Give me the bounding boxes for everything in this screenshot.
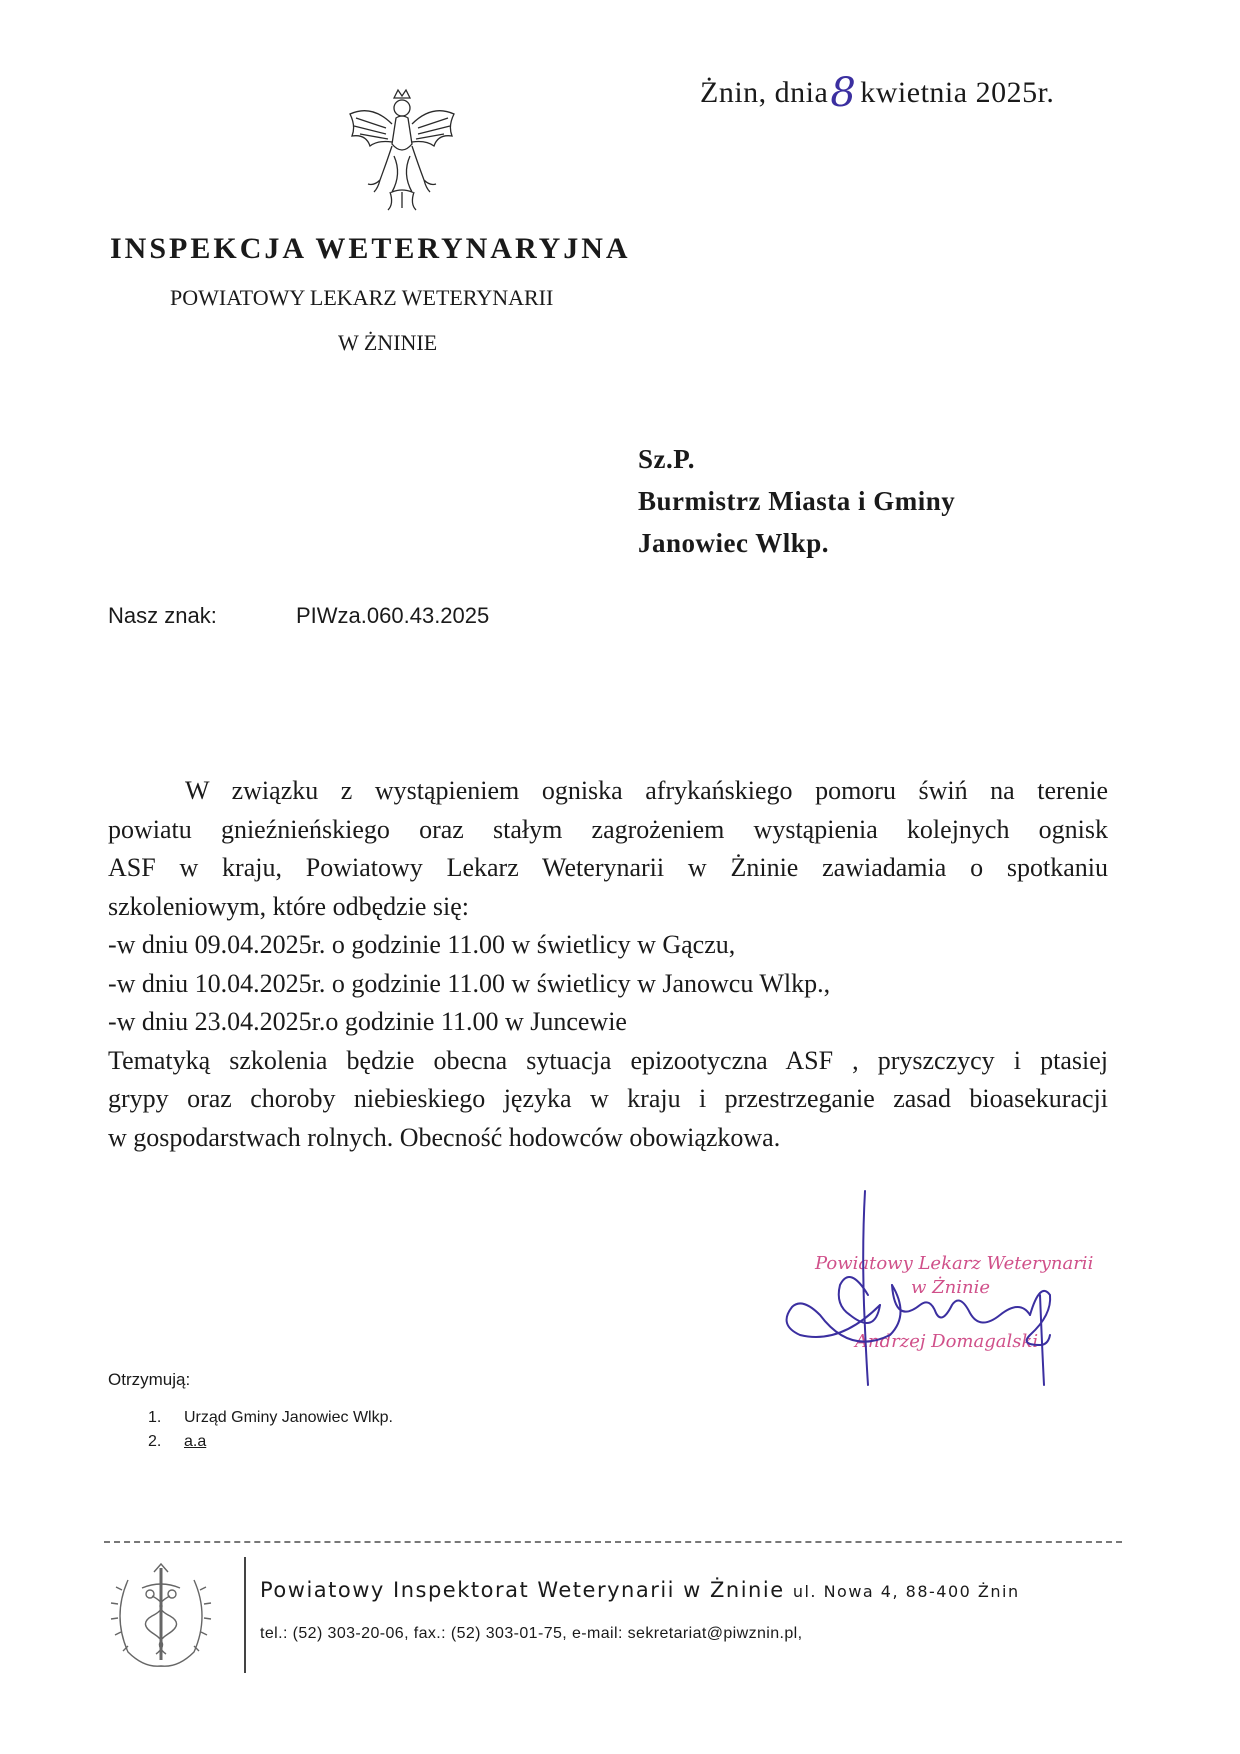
org-city: W ŻNINIE: [338, 330, 438, 355]
addressee-line: Burmistrz Miasta i Gminy: [638, 486, 956, 516]
stamp-line: w Żninie: [911, 1277, 990, 1298]
body-line: W związku z wystąpieniem ogniska afrykańskiego pomoru świń na terenie: [185, 776, 1108, 805]
recipients-list: [148, 1406, 393, 1454]
date-day-handwritten: 8: [830, 70, 857, 116]
meeting-item: -w dniu 23.04.2025r.o godzinie 11.00 w Juncewie: [108, 1007, 627, 1036]
reference-label: Nasz znak:: [108, 603, 217, 628]
addressee-line: Sz.P.: [638, 444, 696, 474]
addressee-block: [638, 438, 955, 564]
date-prefix: Żnin, dnia: [700, 76, 829, 109]
recipients-label: Otrzymują:: [108, 1370, 191, 1389]
body-line: Tematyką szkolenia będzie obecna sytuacja epizootyczna ASF , pryszczycy i ptasiej: [108, 1045, 1108, 1075]
document-date: [700, 66, 1055, 116]
reference-number: [108, 603, 490, 629]
list-item: 1. Urząd Gminy Janowiec Wlkp.: [148, 1409, 393, 1426]
list-item: 2. a.a: [148, 1433, 207, 1450]
date-suffix: kwietnia 2025r.: [860, 76, 1055, 109]
footer-contact: tel.: (52) 303-20-06, fax.: (52) 303-01-75, e-mail: sekretariat@piwznin.pl,: [260, 1625, 803, 1642]
addressee-line: Janowiec Wlkp.: [638, 528, 830, 558]
polish-eagle-emblem-icon: [342, 84, 462, 214]
handwritten-signature-icon: [780, 1185, 1080, 1390]
body-line: grypy oraz choroby niebieskiego języka w kraju i przestrzeganie zasad bioasekuracji: [108, 1084, 1108, 1113]
letter-body: [108, 772, 1108, 1157]
stamp-line: Powiatowy Lekarz Weterynarii: [815, 1253, 1094, 1274]
body-line: ASF w kraju, Powiatowy Lekarz Weterynarii w Żninie zawiadamia o spotkaniu: [108, 853, 1108, 882]
org-subtitle: POWIATOWY LEKARZ WETERYNARII: [170, 285, 554, 310]
stamp-line: Andrzej Domagalski: [855, 1331, 1039, 1352]
footer-separator: [244, 1557, 246, 1673]
org-title: INSPEKCJA WETERYNARYJNA: [110, 232, 631, 265]
body-line: powiatu gnieźnieńskiego oraz stałym zagrożeniem wystąpienia kolejnych ognisk: [108, 814, 1108, 844]
body-line: szkoleniowym, które odbędzie się:: [108, 891, 470, 921]
meeting-item: -w dniu 09.04.2025r. o godzinie 11.00 w świetlicy w Gączu,: [108, 930, 736, 959]
meeting-item: -w dniu 10.04.2025r. o godzinie 11.00 w świetlicy w Janowcu Wlkp.,: [108, 968, 831, 998]
footer-institution: [260, 1578, 1020, 1602]
footer-institution-name: Powiatowy Inspektorat Weterynarii w Żninie: [260, 1578, 785, 1602]
body-line: w gospodarstwach rolnych. Obecność hodowców obowiązkowa.: [108, 1122, 781, 1152]
veterinary-caduceus-emblem-icon: [108, 1560, 214, 1672]
footer-divider: [104, 1541, 1122, 1543]
reference-value: PIWza.060.43.2025: [296, 603, 490, 628]
footer-address: ul. Nowa 4, 88-400 Żnin: [792, 1582, 1020, 1601]
